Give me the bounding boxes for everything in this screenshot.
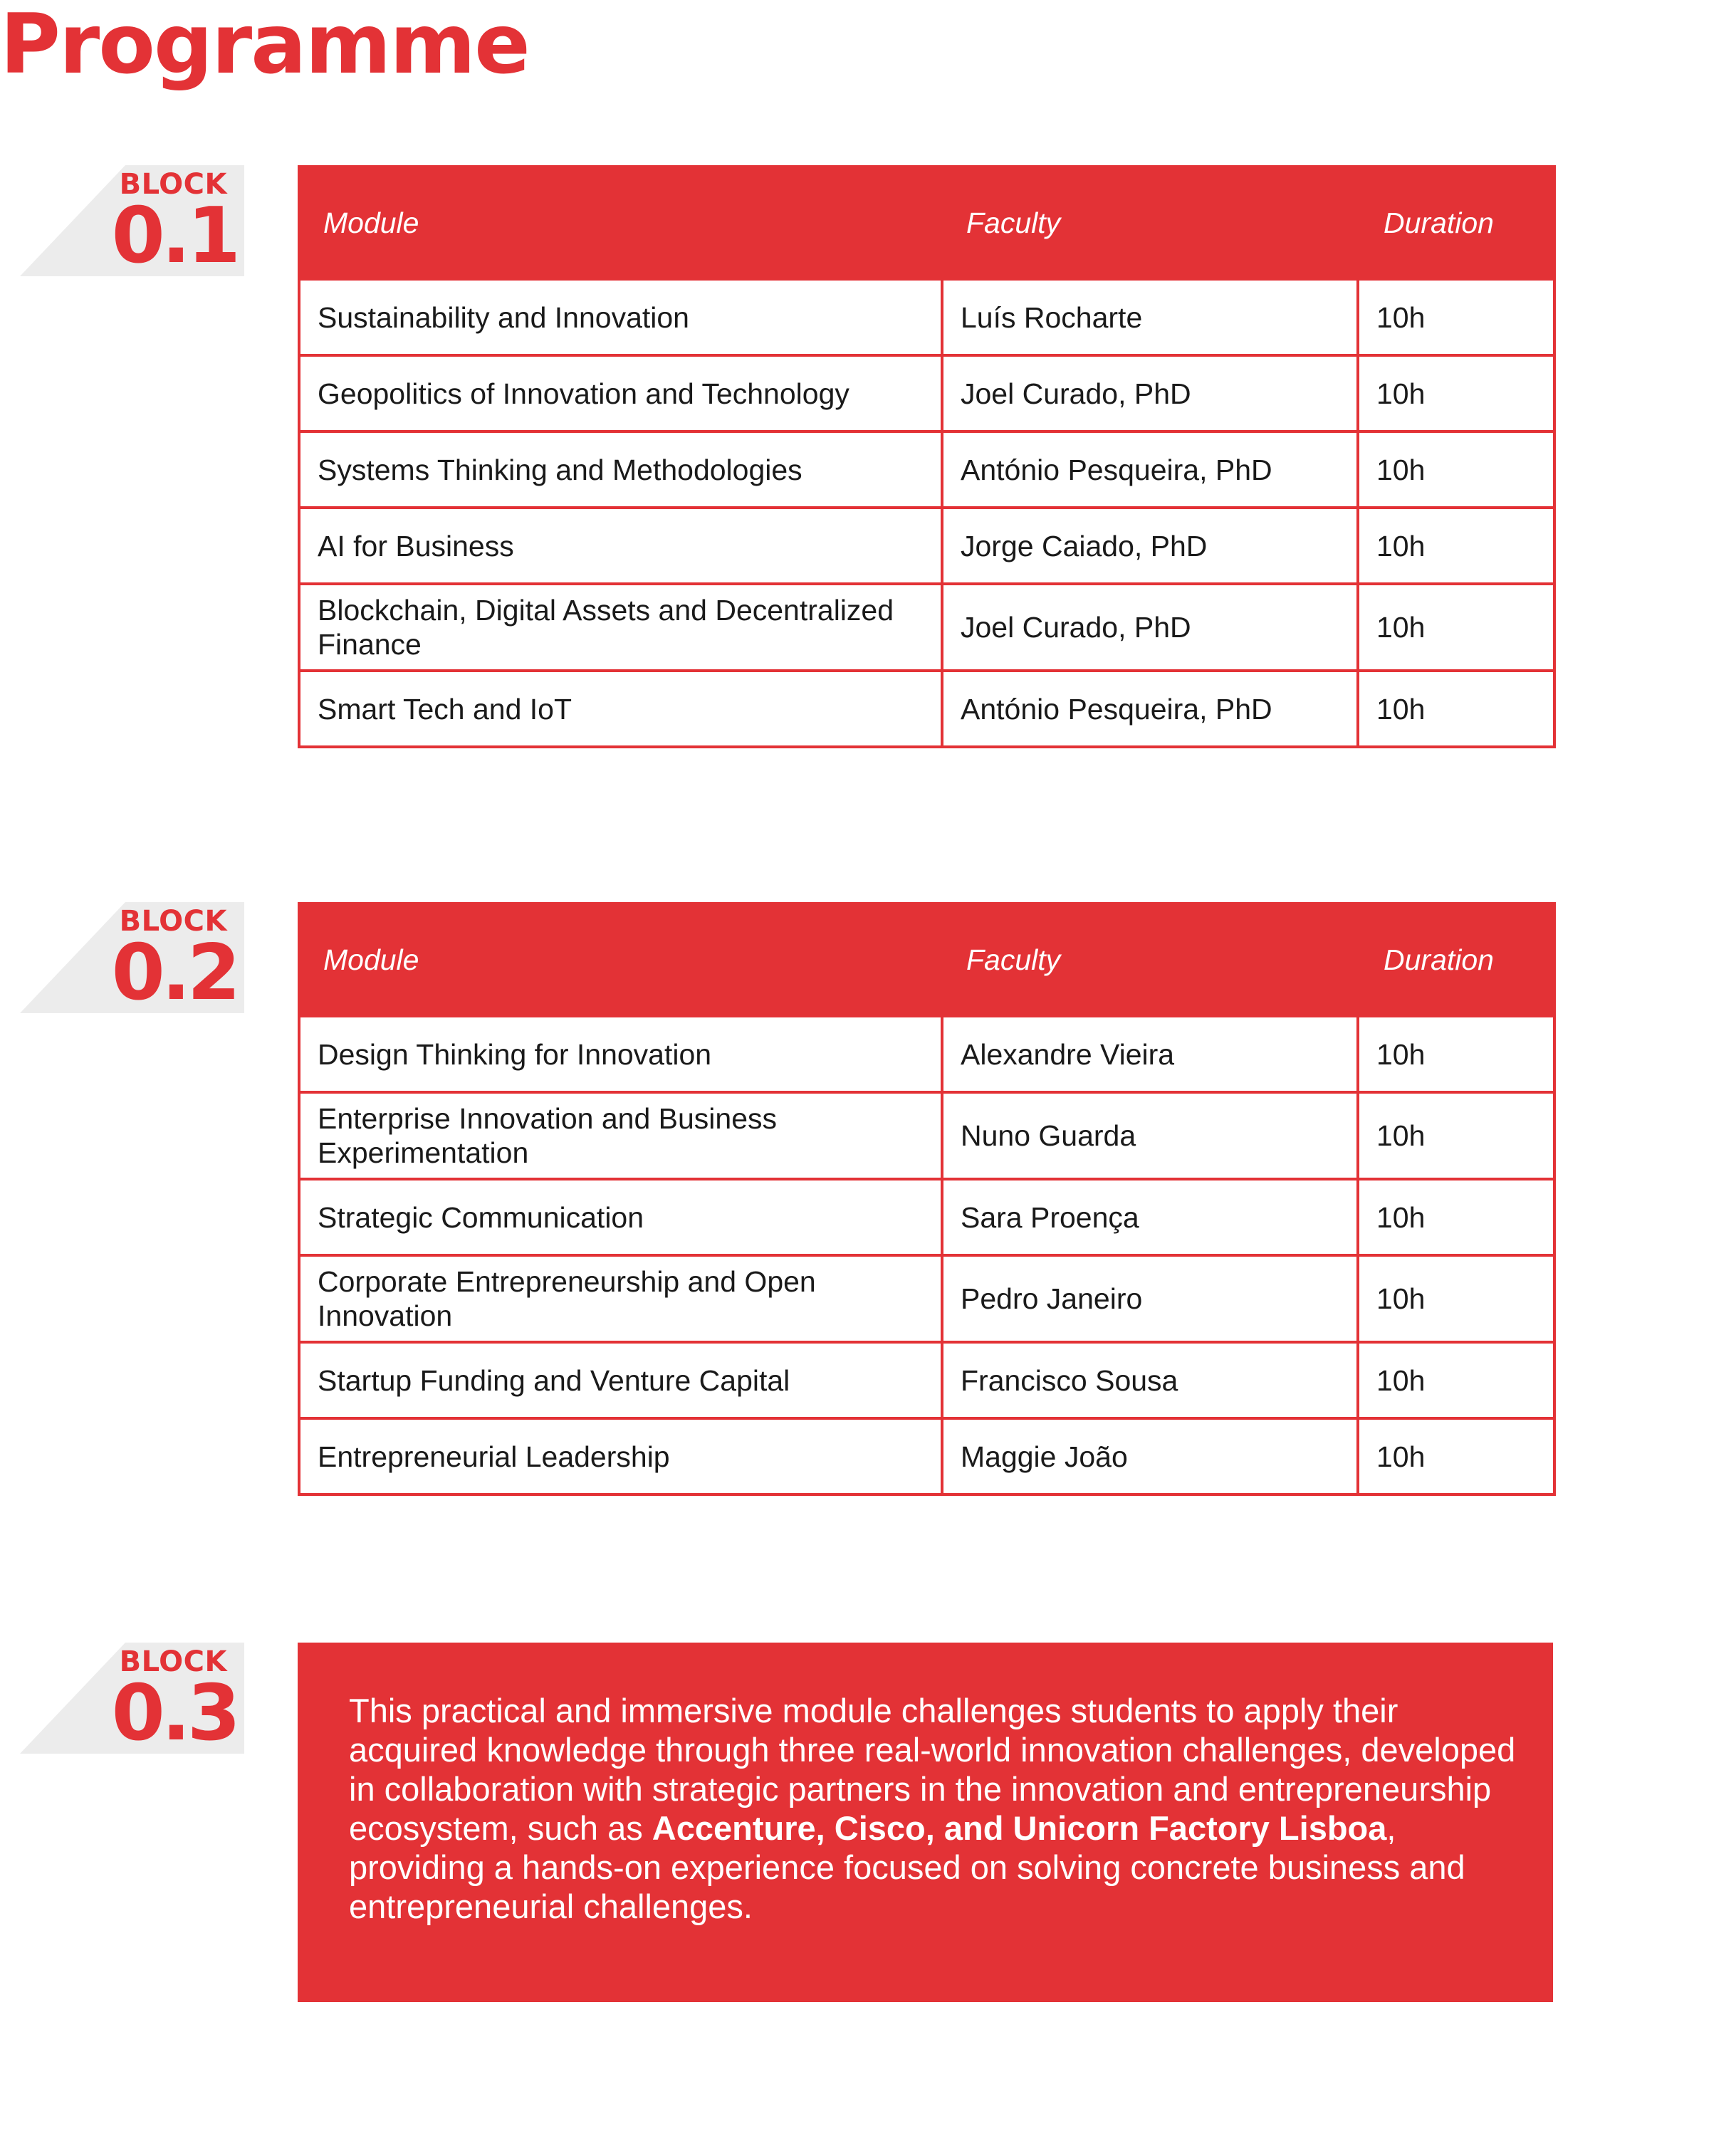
duration-cell: 10h [1358, 671, 1554, 747]
duration-cell: 10h [1358, 279, 1554, 355]
faculty-cell: António Pesqueira, PhD [942, 671, 1358, 747]
faculty-cell: Nuno Guarda [942, 1092, 1358, 1179]
module-cell: Systems Thinking and Methodologies [299, 431, 942, 508]
page-title: Programme [0, 0, 529, 93]
duration-cell: 10h [1358, 355, 1554, 431]
duration-cell: 10h [1358, 1418, 1554, 1494]
module-cell: AI for Business [299, 508, 942, 584]
duration-cell: 10h [1358, 508, 1554, 584]
block-badge-0-1 [20, 165, 244, 281]
block-badge-0-2 [20, 902, 244, 1017]
table-row [299, 1016, 1554, 1092]
table-row [299, 508, 1554, 584]
column-header-duration: Duration [1358, 904, 1554, 1016]
partner-names: Accenture, Cisco, and Unicorn Factory Lisboa [652, 1809, 1387, 1847]
table-row [299, 1092, 1554, 1179]
programme-table-block-0-1 [298, 165, 1556, 748]
table-row [299, 1255, 1554, 1342]
faculty-cell: Pedro Janeiro [942, 1255, 1358, 1342]
module-cell: Design Thinking for Innovation [299, 1016, 942, 1092]
faculty-cell: Alexandre Vieira [942, 1016, 1358, 1092]
column-header-faculty: Faculty [942, 904, 1358, 1016]
table-row [299, 431, 1554, 508]
block-0-3-description-box [298, 1643, 1553, 2002]
duration-cell: 10h [1358, 1255, 1554, 1342]
column-header-module: Module [299, 167, 942, 279]
block-number: 0.2 [111, 928, 237, 1017]
block-label: BLOCK [119, 905, 227, 938]
faculty-cell: Joel Curado, PhD [942, 584, 1358, 671]
table-row [299, 584, 1554, 671]
table-row [299, 355, 1554, 431]
module-cell: Smart Tech and IoT [299, 671, 942, 747]
table-row [299, 671, 1554, 747]
duration-cell: 10h [1358, 431, 1554, 508]
description-text-end: , providing a hands-on experience focused on solving concrete business and entrepreneurial challenges. [349, 1809, 1465, 1925]
duration-cell: 10h [1358, 1016, 1554, 1092]
column-header-module: Module [299, 904, 942, 1016]
description-text: This practical and immersive module challenges students to apply their acquired knowledge through three real-world innovation challenges, developed in collaboration with strategic partners in the innovation and entrepreneurship ecosystem, such as [349, 1692, 1516, 1847]
table-header-row [299, 904, 1554, 1016]
table-row [299, 1418, 1554, 1494]
faculty-cell: Francisco Sousa [942, 1342, 1358, 1418]
block-number: 0.1 [111, 192, 237, 281]
block-number: 0.3 [111, 1669, 237, 1758]
module-cell: Enterprise Innovation and Business Experimentation [299, 1092, 942, 1179]
module-cell: Strategic Communication [299, 1179, 942, 1255]
column-header-faculty: Faculty [942, 167, 1358, 279]
block-label: BLOCK [119, 1645, 227, 1678]
block-label: BLOCK [119, 168, 227, 201]
table-row [299, 1179, 1554, 1255]
module-cell: Entrepreneurial Leadership [299, 1418, 942, 1494]
faculty-cell: António Pesqueira, PhD [942, 431, 1358, 508]
faculty-cell: Sara Proença [942, 1179, 1358, 1255]
block-0-3-description [349, 1691, 1522, 1926]
module-cell: Blockchain, Digital Assets and Decentralized Finance [299, 584, 942, 671]
faculty-cell: Jorge Caiado, PhD [942, 508, 1358, 584]
module-cell: Sustainability and Innovation [299, 279, 942, 355]
block-badge-0-3 [20, 1643, 244, 1758]
faculty-cell: Luís Rocharte [942, 279, 1358, 355]
column-header-duration: Duration [1358, 167, 1554, 279]
module-cell: Corporate Entrepreneurship and Open Innovation [299, 1255, 942, 1342]
module-cell: Geopolitics of Innovation and Technology [299, 355, 942, 431]
module-cell: Startup Funding and Venture Capital [299, 1342, 942, 1418]
table-row [299, 1342, 1554, 1418]
table-header-row [299, 167, 1554, 279]
faculty-cell: Joel Curado, PhD [942, 355, 1358, 431]
duration-cell: 10h [1358, 1342, 1554, 1418]
programme-table-block-0-2 [298, 902, 1556, 1496]
table-row [299, 279, 1554, 355]
duration-cell: 10h [1358, 584, 1554, 671]
duration-cell: 10h [1358, 1092, 1554, 1179]
faculty-cell: Maggie João [942, 1418, 1358, 1494]
duration-cell: 10h [1358, 1179, 1554, 1255]
